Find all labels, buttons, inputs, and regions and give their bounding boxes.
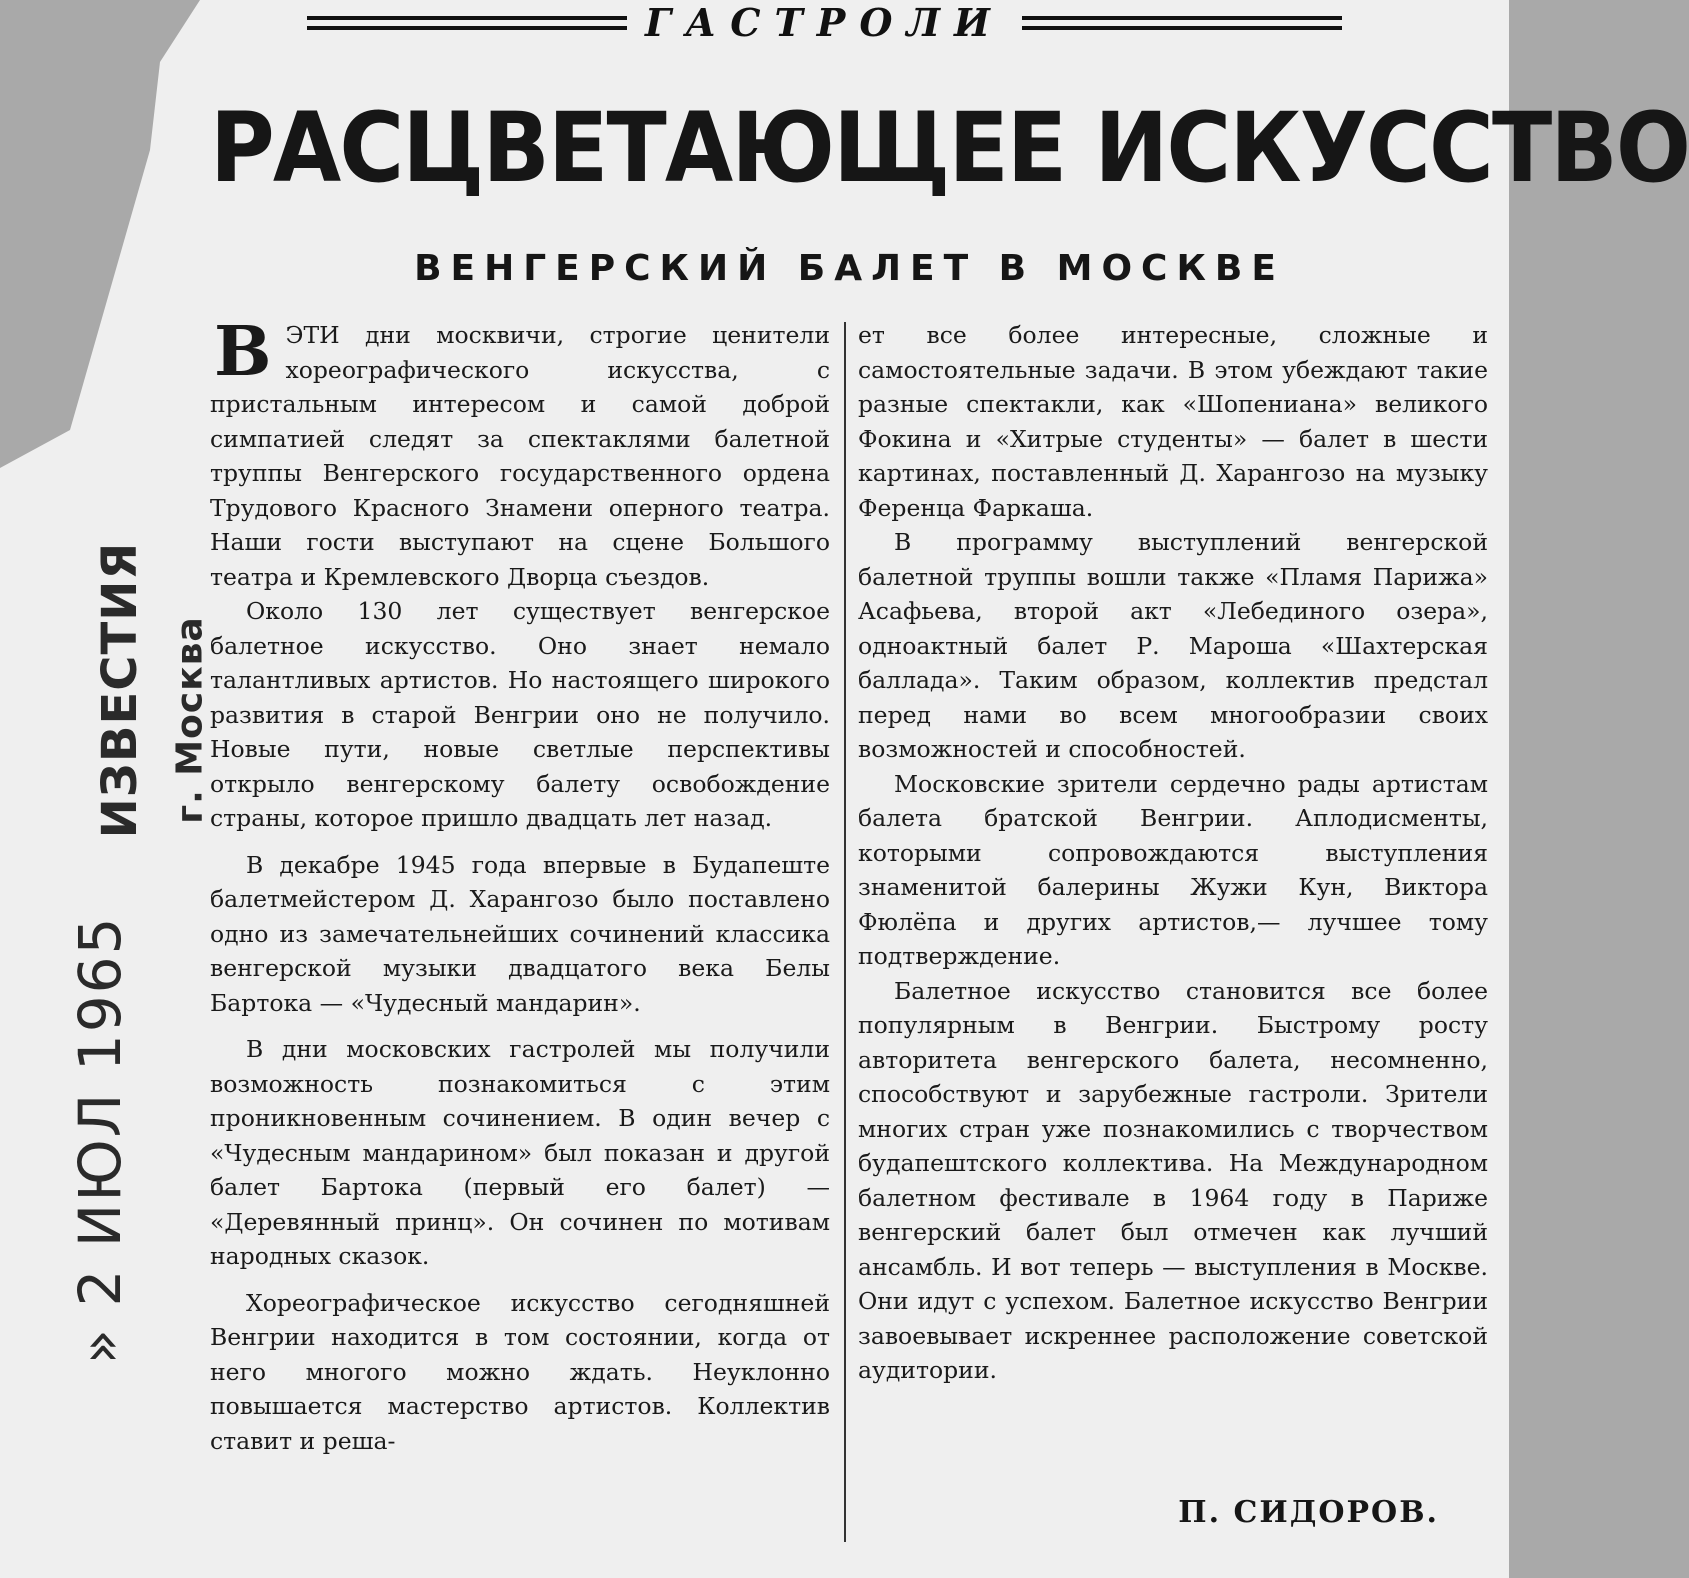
drop-cap: В (214, 312, 272, 392)
article-paragraph: Около 130 лет существует венгерское балетное искусство. Оно знает немало талантливых артистов. Но настоящего широкого развития в старой Венгрии оно не получило. Новые пути, новые светлые перспективы открыло венгерскому балету освобождение страны, которое пришло двадцать лет назад. (210, 597, 830, 832)
rubric-label: ГАСТРОЛИ (645, 0, 1004, 45)
article-paragraph: ВЭТИ дни москвичи, строгие ценители хореографического искусства, с пристальным интересом и самой доброй симпатией следят за спектаклями балетной труппы Венгерского государственного ордена Трудового Красного Знамени оперного театра. Наши гости выступают на сцене Большого театра и Кремлевского Дворца съездов. (210, 312, 830, 591)
article-column-right (858, 318, 1488, 1388)
rubric-rule-right (1022, 10, 1342, 36)
column-divider (844, 322, 846, 1542)
article-column-left (210, 312, 830, 1458)
article-paragraph: Московские зрители сердечно рады артистам балета братской Венгрии. Аплодисменты, которыми сопровождаются выступления знаменитой балерины Жужи Кун, Виктора Фюлёпа и других артистов,— лучшее тому подтверждение. (858, 769, 1488, 970)
article-paragraph: Хореографическое искусство сегодняшней Венгрии находится в том состоянии, когда от него многого можно ждать. Неуклонно повышается мастерство артистов. Коллектив ставит и реша- (210, 1288, 830, 1455)
article-subheadline: ВЕНГЕРСКИЙ БАЛЕТ В МОСКВЕ (414, 248, 1285, 289)
article-paragraph: В программу выступлений венгерской балетной труппы вошли также «Пламя Парижа» Асафьева, второй акт «Лебединого озера», одноактный балет Р. Мароша «Шахтерская баллада». Таким образом, коллектив предстал перед нами во всем многообразии своих возможностей и способностей. (858, 528, 1488, 763)
article-paragraph: Балетное искусство становится все более популярным в Венгрии. Быстрому росту авторитета венгерского балета, несомненно, способствуют и зарубежные гастроли. Зрители многих стран уже познакомились с творчеством будапештского коллектива. На Международном балетном фестивале в 1964 году в Париже венгерский балет был отмечен как лучший ансамбль. И вот теперь — выступления в Москве. Они идут с успехом. Балетное искусство Венгрии завоевывает искреннее расположение советской аудитории. (858, 976, 1488, 1384)
rubric-bar (140, 0, 1509, 45)
stamp-city: г. Москва (169, 616, 211, 824)
article-headline: РАСЦВЕТАЮЩЕЕ ИСКУССТВО (210, 92, 1689, 204)
article-paragraph: В декабре 1945 года впервые в Будапеште балетмейстером Д. Харангозо было поставлено одно из замечательнейших сочинений классика венгерской музыки двадцатого века Белы Бартока — «Чудесный мандарин». (210, 850, 830, 1017)
article-paragraph: ет все более интересные, сложные и самостоятельные задачи. В этом убеждают такие разные спектакли, как «Шопениана» великого Фокина и «Хитрые студенты» — балет в шести картинах, поставленный Д. Харангозо на музыку Ференца Фаркаша. (858, 321, 1488, 522)
rubric-rule-left (307, 10, 627, 36)
stamp-date: » 2 ИЮЛ 1965 (66, 915, 134, 1365)
stamp-publication: ИЗВЕСТИЯ (92, 541, 148, 839)
author-signature: П. СИДОРОВ. (1178, 1495, 1439, 1530)
article-paragraph: В дни московских гастролей мы получили возможность познакомиться с этим проникновенным сочинением. В один вечер с «Чудесным мандарином» был показан и другой балет Бартока (первый его балет) — «Деревянный принц». Он сочинен по мотивам народных сказок. (210, 1035, 830, 1270)
